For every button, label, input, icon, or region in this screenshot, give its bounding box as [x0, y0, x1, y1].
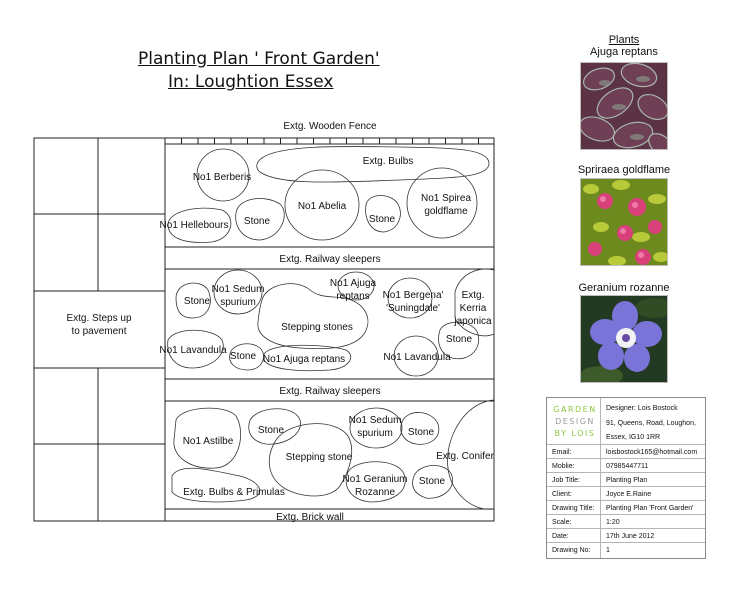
bulbs-label: Extg. Bulbs: [362, 156, 414, 167]
email-value: loisbostock165@hotmail.com: [606, 449, 698, 456]
stepping-stones-label: Stepping stones: [281, 322, 353, 333]
astilbe-label: No1 Astilbe: [182, 436, 234, 447]
spirea-label-1: No1 Spirea: [420, 193, 472, 204]
drawing-no-label: Drawing No:: [552, 547, 591, 554]
steps-label-1: Extg. Steps up: [66, 313, 132, 324]
stone-label-7: Stone: [407, 427, 435, 438]
email-label: Email:: [552, 449, 572, 456]
bulbs-primulas-label: Extg. Bulbs & Primulas: [183, 487, 285, 498]
plant-name-ajuga: Ajuga reptans: [590, 46, 658, 58]
plant-name-geranium: Geranium rozanne: [578, 282, 670, 294]
logo-line-3: BY LOIS: [554, 429, 596, 438]
scale-value: 1:20: [606, 519, 620, 526]
stone-label-5: Stone: [445, 334, 473, 345]
drawing-no-row: [547, 542, 705, 554]
client-label: Client:: [552, 491, 572, 498]
logo-line-2: DESIGN: [555, 417, 595, 426]
stone-label-2: Stone: [368, 214, 396, 225]
kerria-label-2: Kerria: [459, 303, 487, 314]
plants-heading: Plants: [608, 34, 640, 46]
ajuga-photo: [580, 62, 668, 150]
steps-label-2: to pavement: [71, 326, 127, 337]
ajuga-bottom-label: No1 Ajuga reptans: [262, 354, 346, 365]
stone-label-6: Stone: [257, 425, 285, 436]
bergena-label-2: 'Suningdale': [386, 303, 440, 314]
job-title-row: [547, 472, 705, 484]
hellebours-label: No1 Hellebours: [159, 220, 229, 231]
date-row: [547, 528, 705, 540]
client-value: Joyce E.Raine: [606, 491, 652, 498]
bergena-label-1: No1 Bergena': [382, 290, 444, 301]
spirea-label-2: goldflame: [424, 206, 468, 217]
lavandula-label-1: No1 Lavandula: [159, 345, 227, 356]
sedum-label-2: spurium: [220, 297, 256, 308]
scale-row: [547, 514, 705, 526]
date-label: Date:: [552, 533, 569, 540]
geranium-photo: [580, 295, 668, 383]
designer: Designer: Lois Bostock: [606, 405, 678, 412]
kerria-label-1: Extg.: [461, 290, 485, 301]
title-block-divider: [600, 398, 601, 558]
client-row: [547, 486, 705, 498]
sleepers-label-lower: Extg. Railway sleepers: [279, 386, 381, 397]
job-title-value: Planting Plan: [606, 477, 648, 484]
brick-wall-label: Extg. Brick wall: [276, 512, 344, 523]
mobile-row: [547, 458, 705, 470]
drawing-title-label: Drawing Title:: [552, 505, 595, 512]
sedum2-label-1: No1 Sedum: [348, 415, 402, 426]
ajuga-top-label-1: No1 Ajuga: [329, 278, 377, 289]
sedum2-label-2: spurium: [357, 428, 393, 439]
drawing-title-value: Planting Plan 'Front Garden': [606, 505, 694, 512]
stone-label-1: Stone: [243, 216, 271, 227]
conifer-label: Extg. Conifer: [436, 451, 494, 462]
abelia-label: No1 Abelia: [297, 201, 347, 212]
plant-name-spiraea: Spriraea goldflame: [577, 164, 671, 176]
stepping-stone-label: Stepping stone: [285, 452, 353, 463]
berberis-label: No1 Berberis: [192, 172, 252, 183]
email-row: [547, 444, 705, 456]
kerria-label-3: japonica: [454, 316, 492, 327]
sedum-label-1: No1 Sedum: [211, 284, 265, 295]
geranium-label-2: Rozanne: [354, 487, 396, 498]
ajuga-top-label-2: reptans: [336, 291, 370, 302]
fence-label: Extg. Wooden Fence: [283, 121, 377, 132]
address-line-2: Essex, IG10 1RR: [606, 434, 661, 441]
job-title-label: Job Title:: [552, 477, 581, 484]
stone-label-8: Stone: [418, 476, 446, 487]
lavandula-label-2: No1 Lavandula: [383, 352, 451, 363]
stone-label-3: Stone: [183, 296, 211, 307]
stone-label-4: Stone: [229, 351, 257, 362]
date-value: 17th June 2012: [606, 533, 655, 540]
scale-label: Scale:: [552, 519, 572, 526]
mobile-label: Moblie:: [552, 463, 575, 470]
title-block: [546, 397, 706, 559]
sleepers-label-upper: Extg. Railway sleepers: [279, 254, 381, 265]
geranium-label-1: No1 Geranium: [342, 474, 408, 485]
spiraea-photo: [580, 178, 668, 266]
drawing-title-row: [547, 500, 705, 512]
plan-title-line2: In: Loughtion Essex: [168, 72, 334, 92]
mobile-value: 07985447711: [606, 463, 649, 470]
garden-design-logo: [552, 404, 598, 440]
plan-title-line1: Planting Plan ' Front Garden': [138, 49, 380, 69]
address-line-1: 91, Queens, Road, Loughon,: [606, 420, 696, 427]
drawing-no-value: 1: [606, 547, 610, 554]
logo-line-1: GARDEN: [553, 405, 597, 414]
